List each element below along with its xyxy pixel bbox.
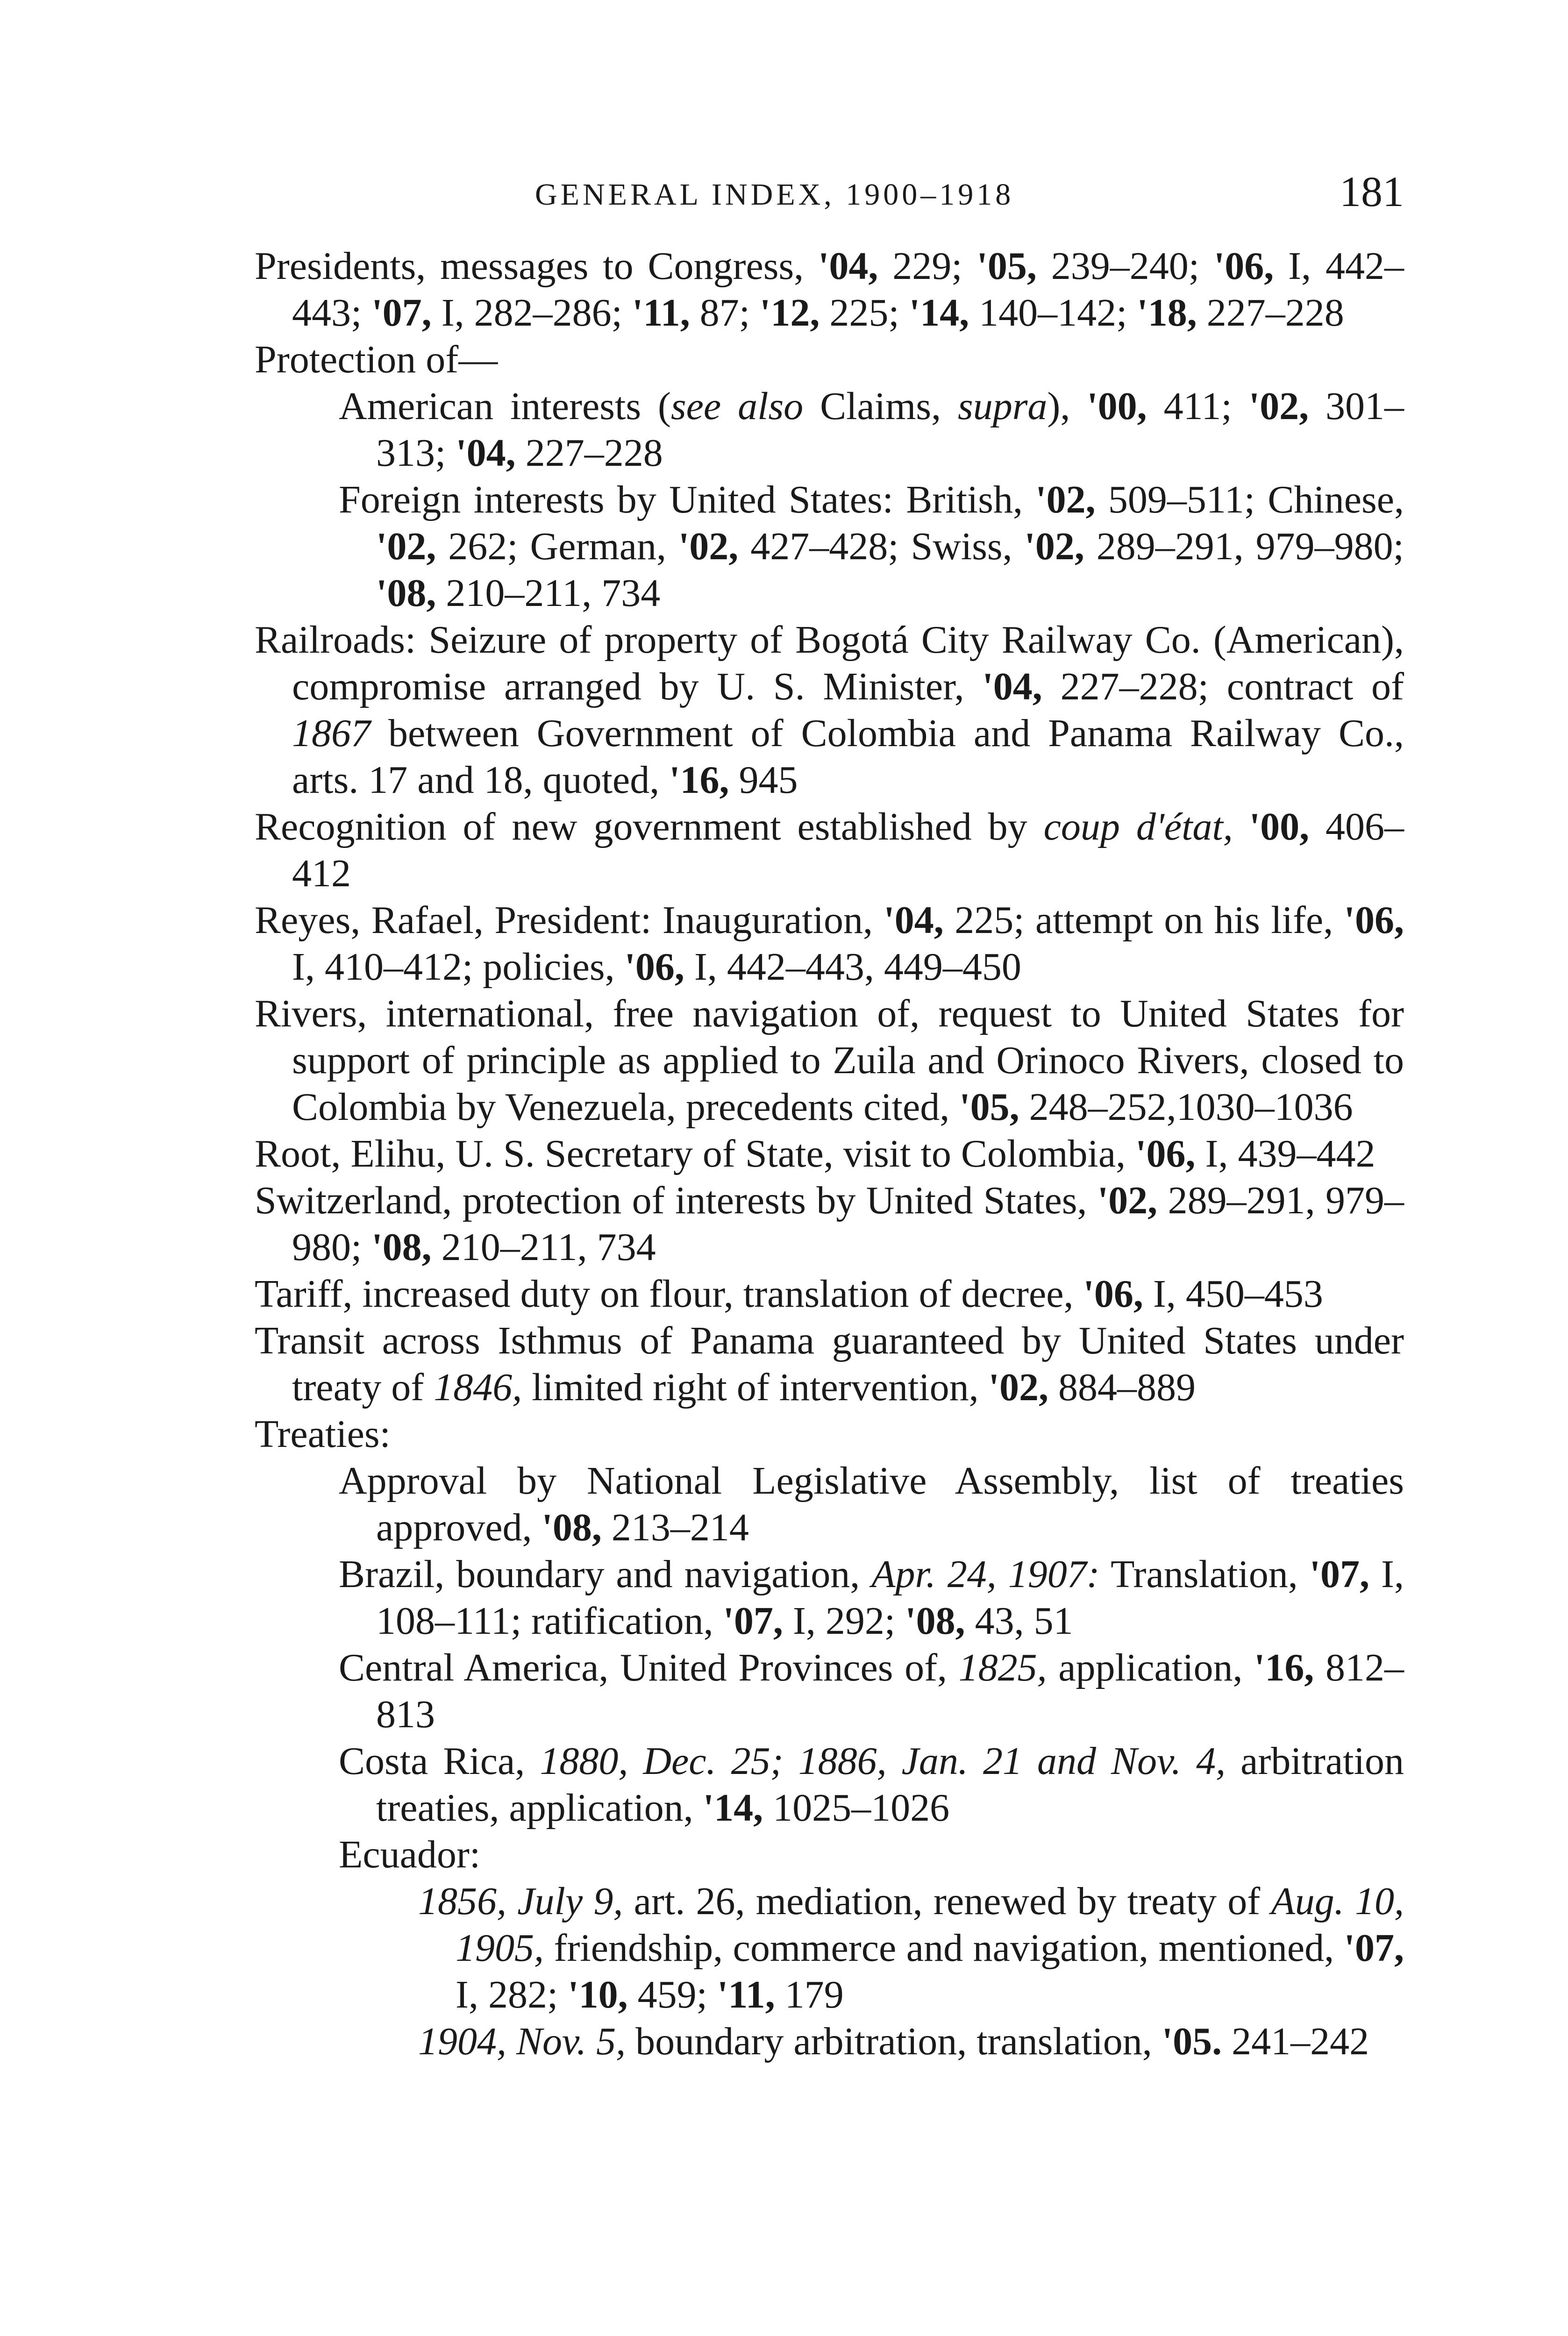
entry-text: I, 442–443, 449–450 xyxy=(684,945,1021,989)
entry-text: between Government of Colombia and Panama Railway Co., arts. 17 and 18, quoted, xyxy=(292,712,1404,802)
entry-text: I, 282; xyxy=(456,1973,568,2016)
index-subentry xyxy=(255,1551,1404,1645)
year-reference: '02, xyxy=(678,525,739,568)
entry-text: 1025–1026 xyxy=(763,1786,950,1830)
year-reference: '02, xyxy=(1024,525,1084,568)
entry-text: 179 xyxy=(775,1973,844,2016)
entry-text: 140–142; xyxy=(969,291,1137,335)
index-subentry xyxy=(255,1645,1404,1738)
entry-text: art. 26, mediation, renewed by treaty of xyxy=(623,1880,1271,1923)
entry-text: 227–228; contract of xyxy=(1042,665,1404,708)
index-entry xyxy=(255,804,1404,897)
entry-text: I, 108–111; ratification, xyxy=(376,1553,1404,1643)
entry-text: 229; xyxy=(878,244,977,288)
entry-text: 225; xyxy=(820,291,909,335)
entry-text: Reyes, Rafael, President: Inauguration, xyxy=(255,898,884,942)
index-entry xyxy=(255,1131,1404,1177)
year-reference: '14, xyxy=(909,291,969,335)
year-reference: '18, xyxy=(1137,291,1197,335)
entry-text: 210–211, 734 xyxy=(436,571,661,615)
year-reference: '08, xyxy=(905,1599,965,1643)
entry-text: 43, 51 xyxy=(965,1599,1073,1643)
year-reference: '16, xyxy=(669,758,729,802)
index-entry xyxy=(255,243,1404,336)
entry-text: application, xyxy=(1047,1646,1254,1689)
running-title: GENERAL INDEX, 1900–1918 xyxy=(535,178,1014,212)
year-reference: '02, xyxy=(1248,385,1309,428)
year-reference: '06, xyxy=(1344,898,1404,942)
italic-text: 1856, July 9, xyxy=(418,1880,623,1923)
year-reference: '04, xyxy=(818,244,878,288)
entry-text: 239–240; xyxy=(1036,244,1214,288)
index-subentry xyxy=(255,477,1404,617)
year-reference: '00, xyxy=(1249,805,1310,848)
italic-text: see also xyxy=(670,385,804,428)
entry-text: 213–214 xyxy=(601,1506,749,1549)
index-subentry xyxy=(255,1878,1404,2018)
index-entry xyxy=(255,990,1404,1131)
entry-text: I, 282–286; xyxy=(431,291,632,335)
entry-text: I, 410–412; policies, xyxy=(292,945,625,989)
entry-text: Approval by National Legislative Assembly, list of treaties approved, xyxy=(339,1459,1404,1549)
entry-text: Costa Rica, xyxy=(339,1739,540,1783)
year-reference: '05, xyxy=(976,244,1037,288)
italic-text: Apr. 24, 1907: xyxy=(871,1553,1100,1596)
index-entry xyxy=(255,897,1404,990)
year-reference: '12, xyxy=(760,291,820,335)
year-reference: '08, xyxy=(371,1225,432,1269)
italic-text: 1904, Nov. 5, xyxy=(418,2020,626,2063)
year-reference: '08, xyxy=(376,571,436,615)
year-reference: '06, xyxy=(624,945,684,989)
year-reference: '06, xyxy=(1213,244,1274,288)
entry-text: 945 xyxy=(729,758,798,802)
entry-text: 301–313; xyxy=(376,385,1404,475)
year-reference: '00, xyxy=(1087,385,1147,428)
entry-text: 227–228 xyxy=(515,431,663,475)
entry-text: Presidents, messages to Congress, xyxy=(255,244,819,288)
italic-text: Aug. 10, 1905, xyxy=(456,1880,1404,1970)
year-reference: '05, xyxy=(959,1085,1019,1129)
entry-text: 225; attempt on his life, xyxy=(943,898,1344,942)
index-entries xyxy=(255,243,1404,2065)
index-entry xyxy=(255,1271,1404,1318)
italic-text: 1846, xyxy=(434,1366,522,1409)
entry-text: boundary arbitration, translation, xyxy=(626,2020,1162,2063)
year-reference: '07, xyxy=(723,1599,783,1643)
entry-text: Brazil, boundary and navigation, xyxy=(339,1553,872,1596)
year-reference: '02, xyxy=(1097,1179,1158,1222)
entry-text: 411; xyxy=(1147,385,1249,428)
year-reference: '07, xyxy=(371,291,432,335)
index-entry xyxy=(255,617,1404,804)
entry-text: Protection of— xyxy=(255,338,498,381)
index-subentry xyxy=(255,383,1404,477)
year-reference: '07, xyxy=(1344,1926,1404,1970)
year-reference: '08, xyxy=(542,1506,602,1549)
entry-text: Treaties: xyxy=(255,1412,391,1456)
entry-text: I, 292; xyxy=(783,1599,905,1643)
italic-text: coup d'état, xyxy=(1043,805,1233,848)
year-reference: '04, xyxy=(456,431,516,475)
year-reference: '05. xyxy=(1162,2020,1222,2063)
year-reference: '10, xyxy=(568,1973,628,2016)
year-reference: '11, xyxy=(632,291,690,335)
entry-text xyxy=(1233,805,1249,848)
index-entry xyxy=(255,1411,1404,1458)
entry-text: Central America, United Provinces of, xyxy=(339,1646,959,1689)
entry-text: 459; xyxy=(627,1973,717,2016)
entry-text: I, 442–443; xyxy=(292,244,1404,335)
year-reference: '11, xyxy=(717,1973,775,2016)
index-subentry xyxy=(255,1458,1404,1551)
entry-text: ), xyxy=(1047,385,1087,428)
entry-text: Claims, xyxy=(803,385,958,428)
entry-text: Recognition of new government established by xyxy=(255,805,1044,848)
year-reference: '02, xyxy=(988,1366,1049,1409)
entry-text: limited right of intervention, xyxy=(522,1366,989,1409)
year-reference: '16, xyxy=(1254,1646,1314,1689)
italic-text: supra xyxy=(958,385,1048,428)
year-reference: '14, xyxy=(703,1786,763,1830)
entry-text: American interests ( xyxy=(339,385,671,428)
index-subentry xyxy=(255,1831,1404,1878)
italic-text: 1825, xyxy=(958,1646,1047,1689)
entry-text: I, 450–453 xyxy=(1143,1272,1323,1316)
index-entry xyxy=(255,336,1404,383)
entry-text: friendship, commerce and navigation, mentioned, xyxy=(544,1926,1344,1970)
italic-text: 1880, Dec. 25; 1886, Jan. 21 and Nov. 4, xyxy=(540,1739,1226,1783)
index-entry xyxy=(255,1177,1404,1271)
entry-text: Foreign interests by United States: British, xyxy=(339,478,1036,521)
entry-text: 406–412 xyxy=(292,805,1404,895)
year-reference: '02, xyxy=(376,525,436,568)
entry-text: I, 439–442 xyxy=(1195,1132,1376,1175)
index-subentry xyxy=(255,1738,1404,1831)
entry-text: 509–511; Chinese, xyxy=(1095,478,1404,521)
entry-text: Transit across Isthmus of Panama guaranteed by United States under treaty of xyxy=(255,1319,1404,1409)
entry-text: 248–252,1030–1036 xyxy=(1019,1085,1353,1129)
year-reference: '04, xyxy=(884,898,944,942)
year-reference: '04, xyxy=(982,665,1042,708)
page-header xyxy=(255,161,1404,222)
year-reference: '06, xyxy=(1083,1272,1143,1316)
entry-text: 289–291, 979–980; xyxy=(292,1179,1404,1269)
entry-text: Tariff, increased duty on flour, translation of decree, xyxy=(255,1272,1083,1316)
entry-text: 210–211, 734 xyxy=(431,1225,656,1269)
entry-text: 262; German, xyxy=(436,525,678,568)
entry-text: Translation, xyxy=(1099,1553,1310,1596)
year-reference: '07, xyxy=(1309,1553,1370,1596)
entry-text: 884–889 xyxy=(1048,1366,1196,1409)
entry-text: Ecuador: xyxy=(339,1833,481,1876)
entry-text: arbitration treaties, application, xyxy=(376,1739,1404,1830)
entry-text: 812–813 xyxy=(376,1646,1404,1736)
index-subentry xyxy=(255,2018,1404,2065)
italic-text: 1867 xyxy=(292,712,371,755)
entry-text: Rivers, international, free navigation of, request to United States for support of principle as applied to Zuila and Orinoco Rivers, closed to Colombia by Venezuela, precedents cited, xyxy=(255,992,1404,1129)
entry-text: 427–428; Swiss, xyxy=(738,525,1025,568)
index-entry xyxy=(255,1318,1404,1411)
entry-text: 241–242 xyxy=(1222,2020,1369,2063)
year-reference: '02, xyxy=(1035,478,1096,521)
page-number: 181 xyxy=(1340,168,1404,215)
entry-text: 227–228 xyxy=(1197,291,1344,335)
entry-text: Railroads: Seizure of property of Bogotá City Railway Co. (American), compromise arranged by U. S. Minister, xyxy=(255,618,1404,708)
year-reference: '06, xyxy=(1135,1132,1196,1175)
entry-text: 87; xyxy=(690,291,760,335)
entry-text: Root, Elihu, U. S. Secretary of State, visit to Colombia, xyxy=(255,1132,1136,1175)
entry-text: Switzerland, protection of interests by United States, xyxy=(255,1179,1098,1222)
entry-text: 289–291, 979–980; xyxy=(1084,525,1404,568)
